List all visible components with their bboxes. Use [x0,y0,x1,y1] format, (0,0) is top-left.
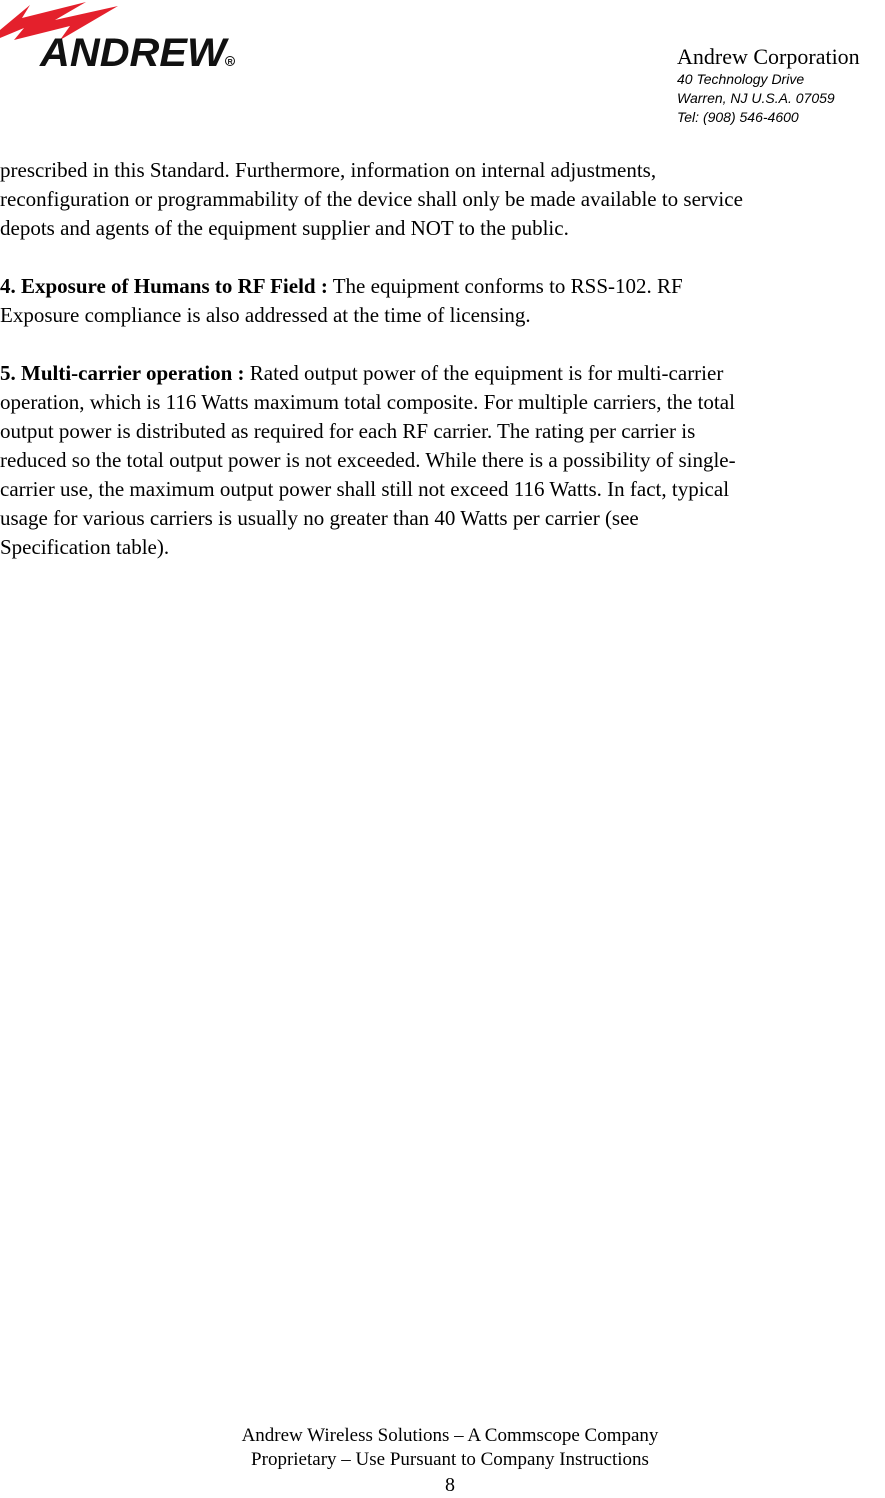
address-line-1: 40 Technology Drive [677,71,805,87]
text-line: operation, which is 116 Watts maximum total composite. For multiple carriers, the total [0,390,735,414]
address-line-2: Warren, NJ U.S.A. 07059 [677,90,835,106]
text-line: prescribed in this Standard. Furthermore, information on internal adjustments, [0,158,657,182]
text-line [0,359,885,388]
text-line: Specification table). [0,535,170,559]
text-line: depots and agents of the equipment supplier and NOT to the public. [0,216,569,240]
company-name: Andrew Corporation [677,44,860,69]
intro-paragraph [0,156,885,243]
section-5-paragraph [0,359,885,562]
svg-text:R: R [227,59,233,66]
section-4-heading: 4. Exposure of Humans to RF Field : [0,274,328,298]
logo-wordmark: ANDREW [38,31,230,72]
section-4-paragraph [0,272,885,330]
company-address-block [677,44,885,127]
page-number: 8 [445,1474,455,1496]
andrew-logo [0,0,240,72]
text-line: carrier use, the maximum output power shall still not exceed 116 Watts. In fact, typical [0,477,730,501]
text-line: reconfiguration or programmability of the device shall only be made available to service [0,187,743,211]
lightning-bolt-icon [0,0,240,72]
text-line [0,272,885,301]
text-line: Exposure compliance is also addressed at the time of licensing. [0,303,531,327]
footer-proprietary-line: Proprietary – Use Pursuant to Company Instructions [251,1449,649,1470]
text-line: output power is distributed as required for each RF carrier. The rating per carrier is [0,419,696,443]
section-5-text: Rated output power of the equipment is for multi-carrier [244,361,724,385]
section-5-heading: 5. Multi-carrier operation : [0,361,245,385]
document-body [0,156,885,591]
phone-number: Tel: (908) 546-4600 [677,109,799,125]
footer-company-line: Andrew Wireless Solutions – A Commscope Company [241,1425,659,1446]
text-line: usage for various carriers is usually no greater than 40 Watts per carrier (see [0,506,639,530]
section-4-text: The equipment conforms to RSS-102. RF [327,274,683,298]
text-line: reduced so the total output power is not exceeded. While there is a possibility of single- [0,448,736,472]
page-footer [0,1424,885,1498]
